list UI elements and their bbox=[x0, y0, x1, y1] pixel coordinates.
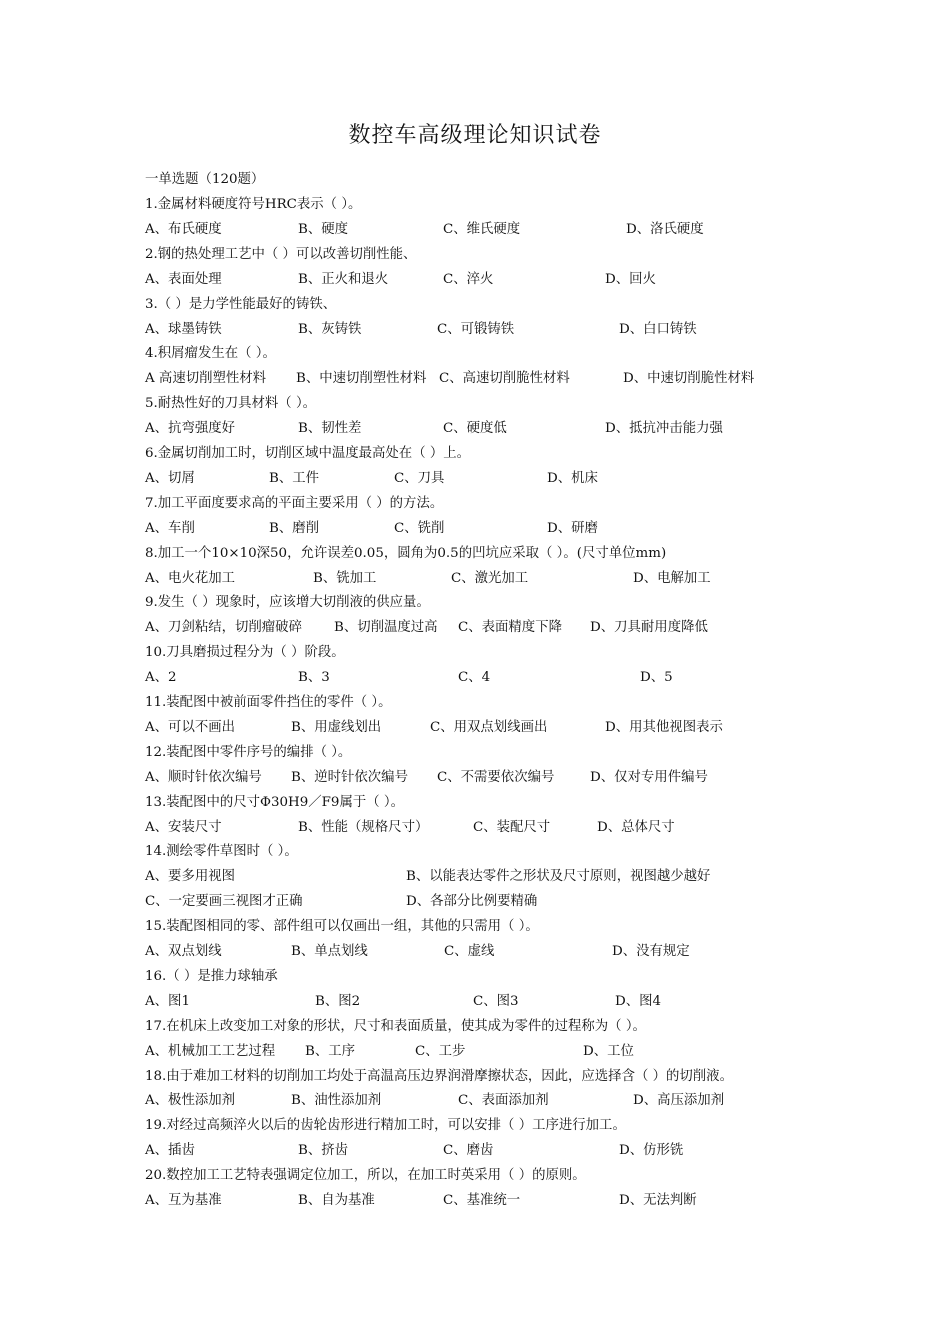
question-text: 14.测绘零件草图时（ ）。 bbox=[145, 844, 298, 860]
option-text: D、研磨 bbox=[547, 520, 598, 536]
option-text: D、白口铸铁 bbox=[619, 321, 697, 337]
page-title: 数控车高级理论知识试卷 bbox=[348, 123, 602, 148]
option-text: C、4 bbox=[458, 670, 491, 686]
option-text: C、表面添加剂 bbox=[458, 1093, 549, 1109]
option-text: C、刀具 bbox=[394, 470, 445, 486]
option-text: C、磨齿 bbox=[443, 1143, 494, 1159]
option-text: B、逆时针依次编号 bbox=[291, 769, 408, 785]
option-text: C、不需要依次编号 bbox=[437, 769, 555, 785]
options-row bbox=[145, 1091, 785, 1111]
option-text: A、可以不画出 bbox=[145, 719, 236, 735]
option-text: A、抗弯强度好 bbox=[145, 421, 236, 437]
option-text: B、韧性差 bbox=[298, 421, 362, 437]
option-text: A、要多用视图 bbox=[145, 869, 236, 885]
option-text: B、以能表达零件之形状及尺寸原则，视图越少越好 bbox=[406, 869, 711, 885]
section-heading: 一单选题（120题） bbox=[145, 172, 265, 187]
option-text: D、工位 bbox=[583, 1043, 634, 1059]
option-text: C、装配尺寸 bbox=[473, 819, 551, 835]
option-text: D、仿形铣 bbox=[619, 1143, 684, 1159]
option-text: D、用其他视图表示 bbox=[605, 719, 723, 735]
option-text: B、切削温度过高 bbox=[334, 620, 438, 636]
option-text: A、电火花加工 bbox=[145, 570, 236, 586]
option-text: C、硬度低 bbox=[443, 421, 507, 437]
option-text: B、用虚线划出 bbox=[291, 719, 382, 735]
question-text: 5.耐热性好的刀具材料（ ）。 bbox=[145, 396, 317, 412]
option-text: A、插齿 bbox=[145, 1143, 195, 1159]
option-text: B、正火和退火 bbox=[298, 271, 389, 287]
options-row bbox=[145, 668, 785, 688]
option-text: A、切屑 bbox=[145, 470, 195, 486]
option-text: A、表面处理 bbox=[145, 271, 222, 287]
option-text: D、电解加工 bbox=[633, 570, 711, 586]
options-row bbox=[145, 220, 785, 240]
options-row bbox=[145, 519, 785, 539]
options-row bbox=[145, 320, 785, 340]
option-text: D、5 bbox=[640, 670, 673, 686]
option-text: B、工序 bbox=[305, 1043, 356, 1059]
options-row bbox=[145, 1191, 785, 1211]
options-row bbox=[145, 892, 785, 912]
question-text: 2.钢的热处理工艺中（ ）可以改善切削性能、 bbox=[145, 246, 417, 262]
options-row bbox=[145, 768, 785, 788]
question-text: 1.金属材料硬度符号HRC表示（ ）。 bbox=[145, 197, 362, 212]
option-text: D、刀具耐用度降低 bbox=[590, 620, 708, 636]
options-row bbox=[145, 469, 785, 489]
question-text: 3.（ ）是力学性能最好的铸铁、 bbox=[145, 296, 337, 312]
option-text: D、没有规定 bbox=[612, 944, 690, 959]
options-row bbox=[145, 992, 785, 1012]
option-text: A、球墨铸铁 bbox=[145, 321, 222, 337]
option-text: D、总体尺寸 bbox=[597, 819, 675, 835]
option-text: D、仅对专用件编号 bbox=[590, 769, 708, 785]
option-text: B、磨削 bbox=[269, 520, 320, 536]
option-text: B、铣加工 bbox=[313, 570, 377, 586]
option-text: B、性能（规格尺寸） bbox=[298, 819, 429, 835]
question-text: 8.加工一个10×10深50，允许误差0.05，圆角为0.5的凹坑应采取（ ）。(尺寸单位mm) bbox=[145, 545, 667, 561]
option-text: C、基准统一 bbox=[443, 1193, 521, 1208]
option-text: C、工步 bbox=[415, 1043, 466, 1059]
option-text: B、中速切削塑性材料 bbox=[296, 371, 427, 387]
question-text: 16.（ ）是推力球轴承 bbox=[145, 968, 278, 984]
option-text: C、一定要画三视图才正确 bbox=[145, 894, 303, 910]
option-text: D、洛氏硬度 bbox=[626, 221, 704, 237]
option-text: B、单点划线 bbox=[291, 944, 368, 959]
option-text: C、用双点划线画出 bbox=[430, 719, 548, 735]
question-text: 17.在机床上改变加工对象的形状，尺寸和表面质量，使其成为零件的过程称为（ ）。 bbox=[145, 1018, 646, 1034]
option-text: D、无法判断 bbox=[619, 1193, 697, 1208]
options-row bbox=[145, 369, 785, 389]
option-text: A、2 bbox=[145, 670, 177, 686]
option-text: D、高压添加剂 bbox=[633, 1093, 725, 1109]
option-text: D、回火 bbox=[605, 271, 656, 287]
option-text: A、布氏硬度 bbox=[145, 221, 222, 237]
option-text: D、机床 bbox=[547, 470, 598, 486]
option-text: B、硬度 bbox=[298, 221, 349, 237]
option-text: A、安装尺寸 bbox=[145, 819, 222, 835]
option-text: A、车削 bbox=[145, 520, 195, 536]
option-text: A、刀剑粘结，切削瘤破碎 bbox=[145, 620, 302, 636]
question-text: 6.金属切削加工时，切削区域中温度最高处在（ ）上。 bbox=[145, 446, 471, 461]
option-text: D、中速切削脆性材料 bbox=[623, 371, 755, 387]
options-row bbox=[145, 618, 785, 638]
question-text: 18.由于难加工材料的切削加工均处于高温高压边界润滑摩擦状态，因此，应选择含（ ）的切削液。 bbox=[145, 1068, 733, 1084]
option-text: C、表面精度下降 bbox=[458, 620, 562, 636]
options-row bbox=[145, 867, 785, 887]
option-text: D、抵抗冲击能力强 bbox=[605, 421, 723, 437]
option-text: C、图3 bbox=[473, 993, 519, 1009]
question-text: 13.装配图中的尺寸Φ30H9／F9属于（ ）。 bbox=[145, 794, 404, 810]
question-text: 4.积屑瘤发生在（ ）。 bbox=[145, 346, 276, 362]
question-text: 20.数控加工工艺特表强调定位加工，所以，在加工时英采用（ ）的原则。 bbox=[145, 1168, 586, 1184]
options-row bbox=[145, 270, 785, 290]
option-text: A、图1 bbox=[145, 993, 190, 1009]
question-text: 11.装配图中被前面零件挡住的零件（ ）。 bbox=[145, 695, 392, 710]
option-text: B、油性添加剂 bbox=[291, 1093, 382, 1109]
option-text: C、虚线 bbox=[444, 944, 495, 959]
options-row bbox=[145, 818, 785, 838]
option-text: B、3 bbox=[298, 670, 330, 686]
option-text: C、激光加工 bbox=[451, 570, 529, 586]
option-text: B、工件 bbox=[269, 470, 320, 486]
option-text: D、图4 bbox=[615, 993, 662, 1009]
option-text: B、自为基准 bbox=[298, 1193, 375, 1208]
options-row bbox=[145, 942, 785, 962]
option-text: B、图2 bbox=[315, 993, 361, 1009]
option-text: A、顺时针依次编号 bbox=[145, 769, 262, 785]
question-text: 19.对经过高频淬火以后的齿轮齿形进行精加工时，可以安排（ ）工序进行加工。 bbox=[145, 1118, 626, 1134]
options-row bbox=[145, 419, 785, 439]
option-text: C、淬火 bbox=[443, 271, 494, 287]
options-row bbox=[145, 1042, 785, 1062]
option-text: A、极性添加剂 bbox=[145, 1093, 236, 1109]
question-text: 10.刀具磨损过程分为（ ）阶段。 bbox=[145, 645, 345, 661]
question-text: 15.装配图相同的零、部件组可以仅画出一组，其他的只需用（ ）。 bbox=[145, 919, 539, 935]
options-row bbox=[145, 569, 785, 589]
option-text: B、灰铸铁 bbox=[298, 321, 362, 337]
question-text: 7.加工平面度要求高的平面主要采用（ ）的方法。 bbox=[145, 495, 444, 511]
option-text: A、机械加工工艺过程 bbox=[145, 1043, 276, 1059]
question-text: 12.装配图中零件序号的编排（ ）。 bbox=[145, 744, 352, 760]
option-text: B、挤齿 bbox=[298, 1143, 349, 1159]
option-text: A、互为基准 bbox=[145, 1193, 222, 1208]
option-text: C、高速切削脆性材料 bbox=[439, 371, 570, 387]
option-text: A 高速切削塑性材料 bbox=[145, 371, 267, 387]
option-text: C、铣削 bbox=[394, 520, 445, 536]
options-row bbox=[145, 1141, 785, 1161]
options-row bbox=[145, 718, 785, 738]
question-text: 9.发生（ ）现象时，应该增大切削液的供应量。 bbox=[145, 595, 430, 611]
option-text: D、各部分比例要精确 bbox=[406, 894, 538, 910]
option-text: C、维氏硬度 bbox=[443, 221, 521, 237]
option-text: A、双点划线 bbox=[145, 944, 222, 959]
option-text: C、可锻铸铁 bbox=[437, 321, 515, 337]
